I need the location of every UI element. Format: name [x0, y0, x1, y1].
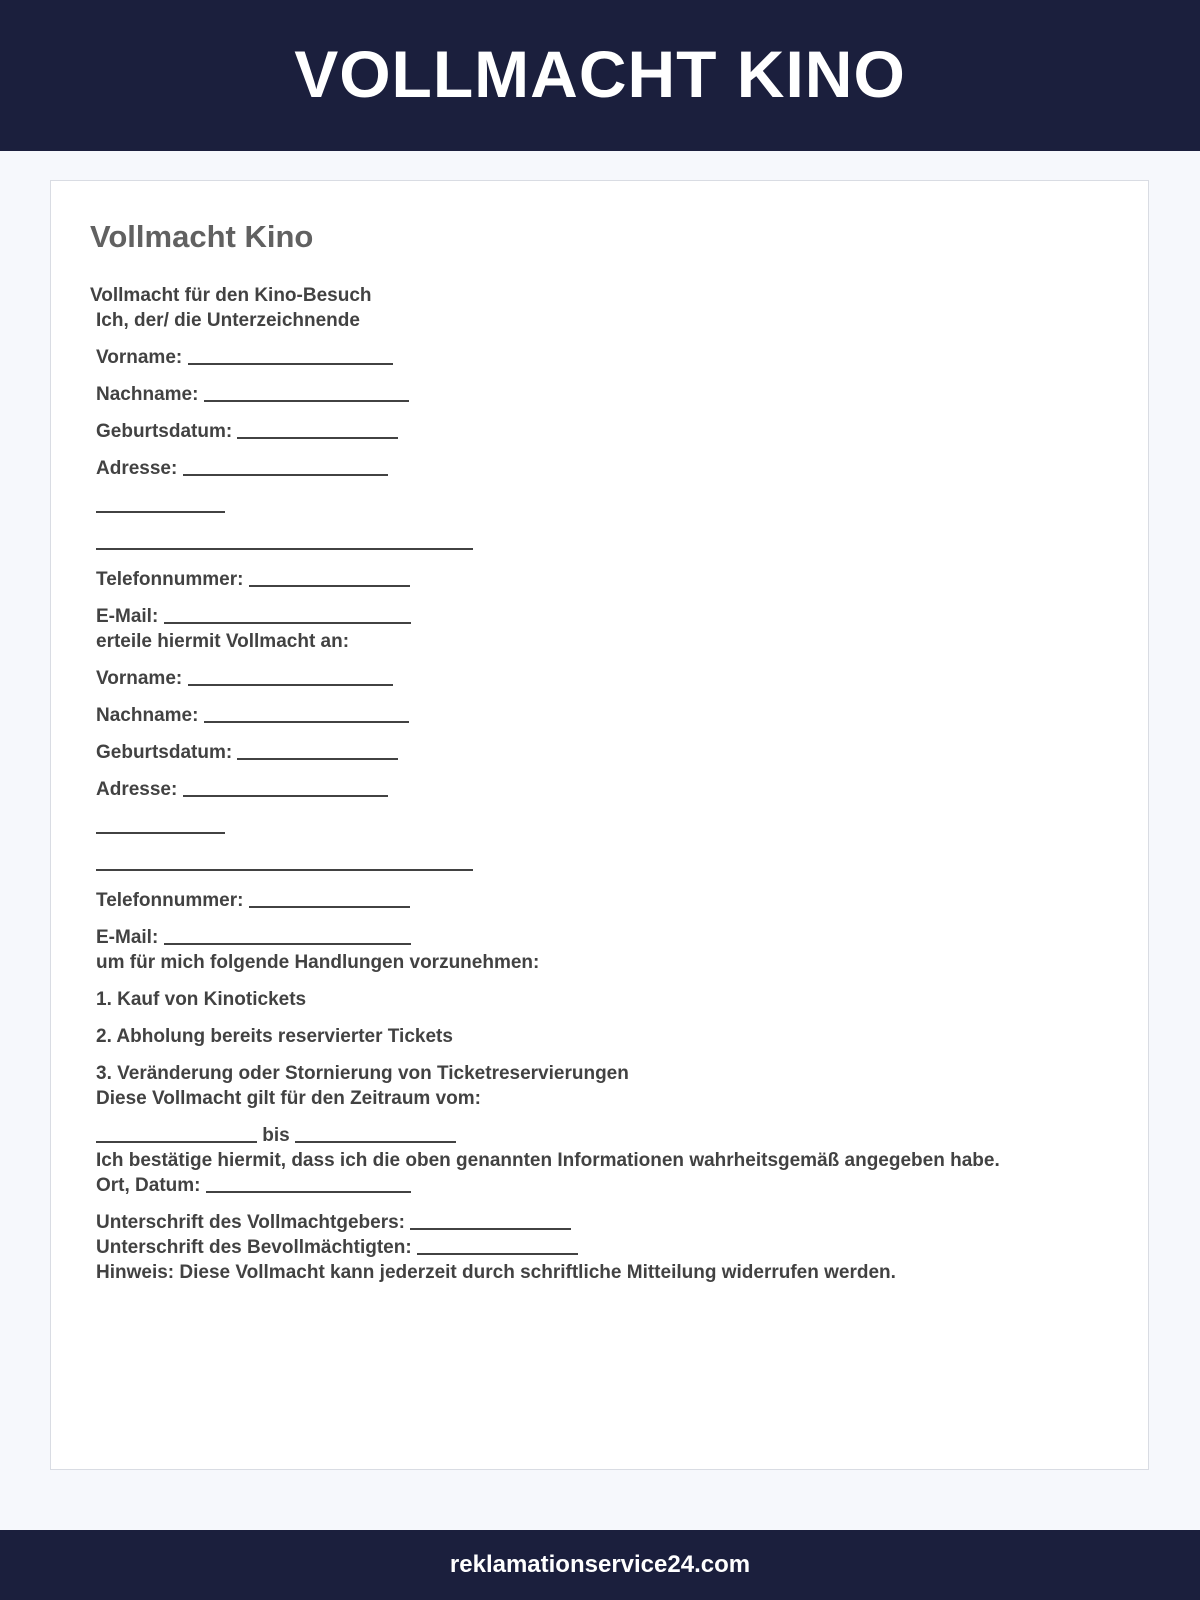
- footer-text: reklamationservice24.com: [449, 1551, 751, 1578]
- grantee-address-label: Adresse:: [96, 779, 178, 800]
- signature-grantee-row: [90, 1235, 1120, 1260]
- document-title: Vollmacht Kino: [90, 219, 314, 254]
- signature-grantee-blank[interactable]: [417, 1236, 578, 1255]
- document-paper: [50, 180, 1149, 1470]
- grantor-first-name-label: Vorname:: [96, 347, 183, 368]
- grantee-address-blank-3[interactable]: [96, 852, 473, 871]
- grantee-last-name-row: [90, 703, 1120, 728]
- document-subtitle: Vollmacht für den Kino-Besuch: [90, 285, 372, 306]
- grantor-address-line-2: [90, 493, 1120, 518]
- grantor-address-blank[interactable]: [183, 457, 388, 476]
- grantor-last-name-blank[interactable]: [204, 383, 409, 402]
- grantee-address-line-2: [90, 814, 1120, 839]
- grantee-birthdate-row: [90, 740, 1120, 765]
- document-content: [90, 283, 1120, 1285]
- action-item: 1. Kauf von Kinotickets: [96, 989, 307, 1010]
- grantor-birthdate-row: [90, 419, 1120, 444]
- confirmation-text: Ich bestätige hiermit, dass ich die oben genannten Informationen wahrheitsgemäß angegeben habe.: [96, 1150, 1000, 1171]
- period-to-blank[interactable]: [295, 1124, 456, 1143]
- grantor-email-row: [90, 604, 1120, 629]
- grantee-first-name-label: Vorname:: [96, 668, 183, 689]
- grantor-last-name-row: [90, 382, 1120, 407]
- note-text: Hinweis: Diese Vollmacht kann jederzeit durch schriftliche Mitteilung widerrufen werden.: [96, 1262, 896, 1283]
- period-separator: bis: [262, 1125, 290, 1146]
- grantor-phone-label: Telefonnummer:: [96, 569, 244, 590]
- grantor-address-row: [90, 456, 1120, 481]
- grantee-first-name-blank[interactable]: [188, 667, 393, 686]
- grantor-address-blank-2[interactable]: [96, 494, 225, 513]
- grantor-first-name-row: [90, 345, 1120, 370]
- grant-text: erteile hiermit Vollmacht an:: [96, 631, 350, 652]
- grantor-phone-blank[interactable]: [249, 568, 410, 587]
- grantee-birthdate-blank[interactable]: [237, 741, 398, 760]
- page-footer: [0, 1530, 1200, 1600]
- grantor-address-label: Adresse:: [96, 458, 178, 479]
- place-date-blank[interactable]: [206, 1174, 411, 1193]
- signature-grantee-label: Unterschrift des Bevollmächtigten:: [96, 1237, 412, 1258]
- grantor-phone-row: [90, 567, 1120, 592]
- period-row: [90, 1123, 1120, 1148]
- signature-grantor-blank[interactable]: [410, 1211, 571, 1230]
- intro-text: Ich, der/ die Unterzeichnende: [96, 310, 360, 331]
- place-date-row: [90, 1173, 1120, 1198]
- grantee-address-blank[interactable]: [183, 778, 388, 797]
- grantee-last-name-blank[interactable]: [204, 704, 409, 723]
- grantor-email-blank[interactable]: [164, 605, 411, 624]
- grantee-last-name-label: Nachname:: [96, 705, 199, 726]
- grantee-phone-label: Telefonnummer:: [96, 890, 244, 911]
- grantor-email-label: E-Mail:: [96, 606, 159, 627]
- grantee-email-blank[interactable]: [164, 926, 411, 945]
- grantor-last-name-label: Nachname:: [96, 384, 199, 405]
- grantor-address-line-3: [90, 530, 1120, 555]
- grantor-birthdate-label: Geburtsdatum:: [96, 421, 233, 442]
- grantor-address-blank-3[interactable]: [96, 531, 473, 550]
- grantee-phone-row: [90, 888, 1120, 913]
- header-title: VOLLMACHT KINO: [294, 36, 906, 111]
- action-item: 2. Abholung bereits reservierter Tickets: [96, 1026, 453, 1047]
- grantee-email-label: E-Mail:: [96, 927, 159, 948]
- grantee-phone-blank[interactable]: [249, 889, 410, 908]
- page-header: [0, 0, 1200, 151]
- grantee-first-name-row: [90, 666, 1120, 691]
- signature-grantor-label: Unterschrift des Vollmachtgebers:: [96, 1212, 406, 1233]
- grantee-email-row: [90, 925, 1120, 950]
- actions-intro: um für mich folgende Handlungen vorzunehmen:: [96, 952, 540, 973]
- signature-grantor-row: [90, 1210, 1120, 1235]
- grantor-birthdate-blank[interactable]: [237, 420, 398, 439]
- grantee-address-blank-2[interactable]: [96, 815, 225, 834]
- grantor-first-name-blank[interactable]: [188, 346, 393, 365]
- period-from-blank[interactable]: [96, 1124, 257, 1143]
- grantee-birthdate-label: Geburtsdatum:: [96, 742, 233, 763]
- period-text: Diese Vollmacht gilt für den Zeitraum vom:: [96, 1088, 481, 1109]
- place-date-label: Ort, Datum:: [96, 1175, 201, 1196]
- grantee-address-row: [90, 777, 1120, 802]
- action-item: 3. Veränderung oder Stornierung von Ticketreservierungen: [96, 1063, 629, 1084]
- grantee-address-line-3: [90, 851, 1120, 876]
